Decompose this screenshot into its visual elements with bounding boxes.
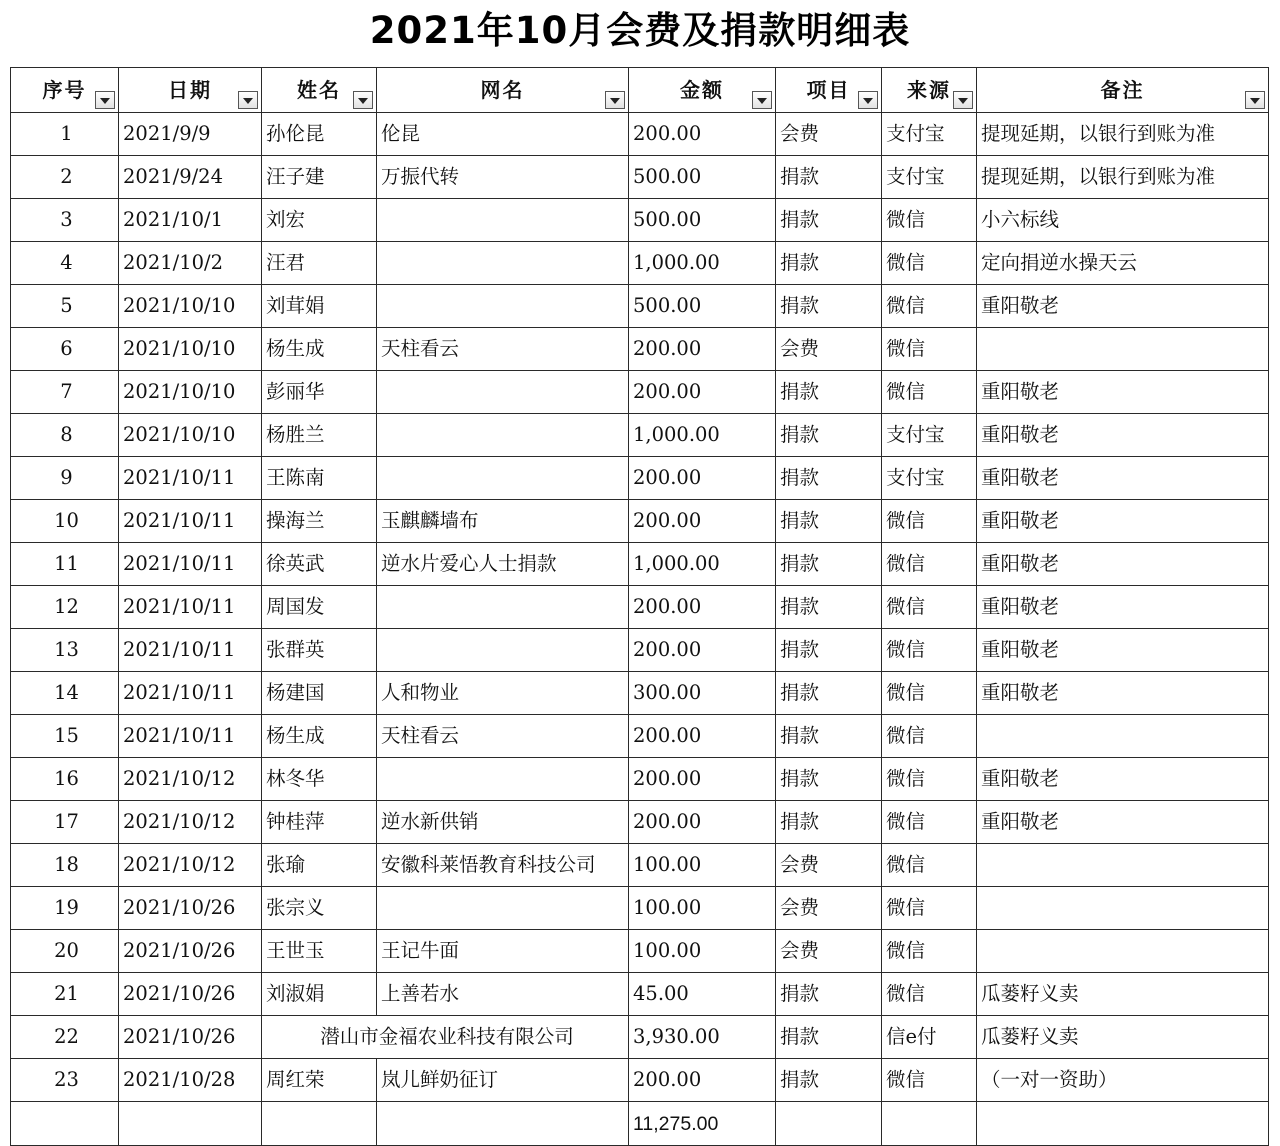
cell-amount[interactable]: 200.00 xyxy=(629,500,776,543)
cell-date[interactable]: 2021/9/9 xyxy=(119,113,262,156)
cell-date[interactable]: 2021/10/26 xyxy=(119,973,262,1016)
cell-name[interactable]: 刘淑娟 xyxy=(262,973,377,1016)
cell-index[interactable]: 6 xyxy=(11,328,119,371)
cell-amount[interactable]: 1,000.00 xyxy=(629,242,776,285)
filter-dropdown-icon[interactable] xyxy=(95,91,115,109)
cell-source[interactable]: 微信 xyxy=(882,801,977,844)
cell-amount[interactable]: 200.00 xyxy=(629,801,776,844)
cell-amount[interactable]: 100.00 xyxy=(629,844,776,887)
cell-amount[interactable]: 500.00 xyxy=(629,285,776,328)
cell-item[interactable]: 会费 xyxy=(776,844,882,887)
cell-alias[interactable]: 天柱看云 xyxy=(377,328,629,371)
cell-amount[interactable]: 1,000.00 xyxy=(629,414,776,457)
table-row xyxy=(11,414,1269,457)
cell-date[interactable]: 2021/10/11 xyxy=(119,715,262,758)
table-row xyxy=(11,586,1269,629)
cell-name[interactable]: 杨生成 xyxy=(262,328,377,371)
cell-index[interactable]: 17 xyxy=(11,801,119,844)
cell-source[interactable]: 微信 xyxy=(882,973,977,1016)
header-source: 来源 xyxy=(882,68,977,113)
cell-alias[interactable] xyxy=(377,285,629,328)
cell-source[interactable]: 微信 xyxy=(882,328,977,371)
cell-index[interactable]: 3 xyxy=(11,199,119,242)
cell-date[interactable]: 2021/10/11 xyxy=(119,586,262,629)
sheet-title: 2021年10月会费及捐款明细表 xyxy=(369,9,911,52)
cell-amount[interactable]: 100.00 xyxy=(629,887,776,930)
filter-dropdown-icon[interactable] xyxy=(605,91,625,109)
cell-amount[interactable]: 300.00 xyxy=(629,672,776,715)
cell-note[interactable]: 重阳敬老 xyxy=(977,586,1269,629)
cell-source[interactable]: 微信 xyxy=(882,1059,977,1102)
table-row xyxy=(11,844,1269,887)
cell-index[interactable]: 12 xyxy=(11,586,119,629)
cell-name[interactable]: 张宗义 xyxy=(262,887,377,930)
cell-item[interactable]: 捐款 xyxy=(776,285,882,328)
cell-note[interactable]: 小六标线 xyxy=(977,199,1269,242)
donation-table xyxy=(10,67,1269,1146)
cell-empty[interactable] xyxy=(262,1102,377,1146)
cell-note[interactable]: 重阳敬老 xyxy=(977,543,1269,586)
cell-item[interactable]: 捐款 xyxy=(776,973,882,1016)
cell-source[interactable]: 微信 xyxy=(882,629,977,672)
cell-note[interactable]: （一对一资助） xyxy=(977,1059,1269,1102)
table-row xyxy=(11,371,1269,414)
table-row xyxy=(11,629,1269,672)
cell-note[interactable] xyxy=(977,930,1269,973)
cell-name[interactable]: 王陈南 xyxy=(262,457,377,500)
cell-item[interactable]: 捐款 xyxy=(776,156,882,199)
cell-name[interactable]: 杨建国 xyxy=(262,672,377,715)
cell-date[interactable]: 2021/10/10 xyxy=(119,414,262,457)
cell-index[interactable]: 19 xyxy=(11,887,119,930)
cell-note[interactable] xyxy=(977,328,1269,371)
header-item: 项目 xyxy=(776,68,882,113)
table-row xyxy=(11,457,1269,500)
cell-date[interactable]: 2021/10/26 xyxy=(119,930,262,973)
header-alias: 网名 xyxy=(377,68,629,113)
cell-name[interactable]: 刘茸娟 xyxy=(262,285,377,328)
cell-note[interactable]: 重阳敬老 xyxy=(977,672,1269,715)
table-row xyxy=(11,1016,1269,1059)
cell-source[interactable]: 信e付 xyxy=(882,1016,977,1059)
cell-alias[interactable]: 天柱看云 xyxy=(377,715,629,758)
cell-alias[interactable] xyxy=(377,758,629,801)
cell-item[interactable]: 捐款 xyxy=(776,672,882,715)
cell-amount[interactable]: 200.00 xyxy=(629,113,776,156)
cell-date[interactable]: 2021/10/11 xyxy=(119,543,262,586)
cell-date[interactable]: 2021/10/10 xyxy=(119,371,262,414)
cell-date[interactable]: 2021/10/12 xyxy=(119,758,262,801)
cell-date[interactable]: 2021/9/24 xyxy=(119,156,262,199)
cell-amount[interactable]: 200.00 xyxy=(629,715,776,758)
cell-empty[interactable] xyxy=(377,1102,629,1146)
cell-name[interactable]: 林冬华 xyxy=(262,758,377,801)
cell-source[interactable]: 微信 xyxy=(882,887,977,930)
cell-note[interactable]: 重阳敬老 xyxy=(977,414,1269,457)
cell-amount[interactable]: 200.00 xyxy=(629,758,776,801)
table-row xyxy=(11,500,1269,543)
cell-alias[interactable] xyxy=(377,371,629,414)
cell-index[interactable]: 7 xyxy=(11,371,119,414)
header-note: 备注 xyxy=(977,68,1269,113)
cell-item[interactable]: 捐款 xyxy=(776,1059,882,1102)
cell-empty[interactable] xyxy=(882,1102,977,1146)
cell-empty[interactable] xyxy=(119,1102,262,1146)
cell-alias[interactable] xyxy=(377,629,629,672)
cell-amount[interactable]: 3,930.00 xyxy=(629,1016,776,1059)
cell-amount[interactable]: 200.00 xyxy=(629,586,776,629)
cell-note[interactable]: 提现延期，以银行到账为准 xyxy=(977,156,1269,199)
cell-source[interactable]: 微信 xyxy=(882,199,977,242)
cell-index[interactable]: 20 xyxy=(11,930,119,973)
filter-dropdown-icon[interactable] xyxy=(353,91,373,109)
cell-amount[interactable]: 200.00 xyxy=(629,1059,776,1102)
header-date: 日期 xyxy=(119,68,262,113)
total-row xyxy=(11,1102,1269,1146)
cell-index[interactable]: 5 xyxy=(11,285,119,328)
table-row xyxy=(11,156,1269,199)
cell-item[interactable]: 会费 xyxy=(776,887,882,930)
cell-index[interactable]: 13 xyxy=(11,629,119,672)
cell-date[interactable]: 2021/10/26 xyxy=(119,887,262,930)
table-row xyxy=(11,113,1269,156)
cell-source[interactable]: 支付宝 xyxy=(882,457,977,500)
table-row xyxy=(11,887,1269,930)
cell-date[interactable]: 2021/10/12 xyxy=(119,844,262,887)
cell-item[interactable]: 捐款 xyxy=(776,715,882,758)
cell-empty[interactable] xyxy=(776,1102,882,1146)
cell-note[interactable] xyxy=(977,887,1269,930)
cell-note[interactable]: 重阳敬老 xyxy=(977,801,1269,844)
cell-index[interactable]: 18 xyxy=(11,844,119,887)
cell-alias[interactable] xyxy=(377,457,629,500)
header-name: 姓名 xyxy=(262,68,377,113)
cell-index[interactable]: 21 xyxy=(11,973,119,1016)
cell-name[interactable]: 刘宏 xyxy=(262,199,377,242)
cell-date[interactable]: 2021/10/2 xyxy=(119,242,262,285)
cell-note[interactable] xyxy=(977,715,1269,758)
cell-item[interactable]: 捐款 xyxy=(776,758,882,801)
cell-name[interactable]: 王世玉 xyxy=(262,930,377,973)
cell-amount[interactable]: 45.00 xyxy=(629,973,776,1016)
cell-source[interactable]: 微信 xyxy=(882,543,977,586)
cell-alias[interactable] xyxy=(377,242,629,285)
filter-dropdown-icon[interactable] xyxy=(858,91,878,109)
cell-name[interactable]: 张瑜 xyxy=(262,844,377,887)
cell-item[interactable]: 捐款 xyxy=(776,543,882,586)
cell-source[interactable]: 微信 xyxy=(882,930,977,973)
cell-amount[interactable]: 200.00 xyxy=(629,629,776,672)
cell-alias[interactable]: 逆水片爱心人士捐款 xyxy=(377,543,629,586)
filter-dropdown-icon[interactable] xyxy=(1245,91,1265,109)
table-row xyxy=(11,1059,1269,1102)
cell-source[interactable]: 微信 xyxy=(882,758,977,801)
cell-name[interactable]: 操海兰 xyxy=(262,500,377,543)
cell-index[interactable]: 23 xyxy=(11,1059,119,1102)
cell-date[interactable]: 2021/10/28 xyxy=(119,1059,262,1102)
cell-name[interactable]: 徐英武 xyxy=(262,543,377,586)
cell-index[interactable]: 2 xyxy=(11,156,119,199)
table-row xyxy=(11,242,1269,285)
cell-source[interactable]: 微信 xyxy=(882,586,977,629)
cell-index[interactable]: 22 xyxy=(11,1016,119,1059)
cell-item[interactable]: 捐款 xyxy=(776,586,882,629)
cell-alias[interactable] xyxy=(377,887,629,930)
cell-index[interactable]: 16 xyxy=(11,758,119,801)
total-amount[interactable]: 11,275.00 xyxy=(629,1102,776,1146)
cell-date[interactable]: 2021/10/10 xyxy=(119,328,262,371)
cell-item[interactable]: 捐款 xyxy=(776,629,882,672)
cell-item[interactable]: 会费 xyxy=(776,930,882,973)
cell-index[interactable]: 4 xyxy=(11,242,119,285)
cell-date[interactable]: 2021/10/12 xyxy=(119,801,262,844)
cell-source[interactable]: 微信 xyxy=(882,285,977,328)
cell-item[interactable]: 会费 xyxy=(776,113,882,156)
cell-note[interactable]: 重阳敬老 xyxy=(977,371,1269,414)
cell-index[interactable]: 1 xyxy=(11,113,119,156)
cell-index[interactable]: 11 xyxy=(11,543,119,586)
cell-source[interactable]: 支付宝 xyxy=(882,113,977,156)
cell-name[interactable]: 张群英 xyxy=(262,629,377,672)
cell-name[interactable]: 杨生成 xyxy=(262,715,377,758)
cell-name[interactable]: 钟桂萍 xyxy=(262,801,377,844)
cell-note[interactable]: 重阳敬老 xyxy=(977,629,1269,672)
cell-source[interactable]: 支付宝 xyxy=(882,414,977,457)
table-row xyxy=(11,973,1269,1016)
cell-note[interactable]: 瓜蒌籽义卖 xyxy=(977,1016,1269,1059)
cell-item[interactable]: 捐款 xyxy=(776,414,882,457)
cell-empty[interactable] xyxy=(977,1102,1269,1146)
header-amount: 金额 xyxy=(629,68,776,113)
cell-alias[interactable] xyxy=(377,414,629,457)
cell-amount[interactable]: 200.00 xyxy=(629,328,776,371)
cell-date[interactable]: 2021/10/11 xyxy=(119,457,262,500)
cell-date[interactable]: 2021/10/11 xyxy=(119,629,262,672)
table-row xyxy=(11,801,1269,844)
cell-index[interactable]: 15 xyxy=(11,715,119,758)
cell-amount[interactable]: 1,000.00 xyxy=(629,543,776,586)
cell-amount[interactable]: 200.00 xyxy=(629,371,776,414)
cell-alias[interactable]: 上善若水 xyxy=(377,973,629,1016)
cell-alias[interactable]: 逆水新供销 xyxy=(377,801,629,844)
cell-note[interactable]: 重阳敬老 xyxy=(977,758,1269,801)
filter-dropdown-icon[interactable] xyxy=(953,91,973,109)
cell-source[interactable]: 微信 xyxy=(882,242,977,285)
cell-source[interactable]: 微信 xyxy=(882,672,977,715)
table-row xyxy=(11,328,1269,371)
table-row xyxy=(11,930,1269,973)
cell-amount[interactable]: 200.00 xyxy=(629,457,776,500)
cell-item[interactable]: 捐款 xyxy=(776,1016,882,1059)
cell-index[interactable]: 10 xyxy=(11,500,119,543)
cell-item[interactable]: 捐款 xyxy=(776,199,882,242)
filter-dropdown-icon[interactable] xyxy=(238,91,258,109)
cell-name[interactable]: 周国发 xyxy=(262,586,377,629)
cell-item[interactable]: 会费 xyxy=(776,328,882,371)
cell-note[interactable]: 定向捐逆水操天云 xyxy=(977,242,1269,285)
filter-dropdown-icon[interactable] xyxy=(752,91,772,109)
cell-note[interactable]: 重阳敬老 xyxy=(977,285,1269,328)
cell-amount[interactable]: 500.00 xyxy=(629,156,776,199)
cell-alias[interactable]: 岚儿鲜奶征订 xyxy=(377,1059,629,1102)
cell-amount[interactable]: 500.00 xyxy=(629,199,776,242)
cell-date[interactable]: 2021/10/26 xyxy=(119,1016,262,1059)
cell-note[interactable]: 重阳敬老 xyxy=(977,500,1269,543)
cell-name[interactable]: 汪子建 xyxy=(262,156,377,199)
table-row xyxy=(11,715,1269,758)
cell-name[interactable]: 汪君 xyxy=(262,242,377,285)
cell-item[interactable]: 捐款 xyxy=(776,500,882,543)
table-row xyxy=(11,758,1269,801)
cell-index[interactable]: 8 xyxy=(11,414,119,457)
cell-alias[interactable]: 伦昆 xyxy=(377,113,629,156)
cell-empty[interactable] xyxy=(11,1102,119,1146)
cell-source[interactable]: 支付宝 xyxy=(882,156,977,199)
cell-item[interactable]: 捐款 xyxy=(776,371,882,414)
cell-item[interactable]: 捐款 xyxy=(776,457,882,500)
table-row xyxy=(11,285,1269,328)
cell-source[interactable]: 微信 xyxy=(882,844,977,887)
cell-source[interactable]: 微信 xyxy=(882,500,977,543)
cell-index[interactable]: 14 xyxy=(11,672,119,715)
cell-source[interactable]: 微信 xyxy=(882,371,977,414)
cell-name[interactable]: 彭丽华 xyxy=(262,371,377,414)
cell-note[interactable] xyxy=(977,844,1269,887)
cell-alias[interactable]: 万振代转 xyxy=(377,156,629,199)
cell-amount[interactable]: 100.00 xyxy=(629,930,776,973)
cell-note[interactable]: 提现延期，以银行到账为准 xyxy=(977,113,1269,156)
cell-alias[interactable]: 人和物业 xyxy=(377,672,629,715)
header-index: 序号 xyxy=(11,68,119,113)
cell-name[interactable]: 杨胜兰 xyxy=(262,414,377,457)
cell-name-merged[interactable]: 潜山市金福农业科技有限公司 xyxy=(262,1016,629,1059)
cell-index[interactable]: 9 xyxy=(11,457,119,500)
table-row xyxy=(11,199,1269,242)
table-row xyxy=(11,543,1269,586)
header-row xyxy=(11,68,1269,113)
cell-note[interactable]: 重阳敬老 xyxy=(977,457,1269,500)
cell-date[interactable]: 2021/10/1 xyxy=(119,199,262,242)
cell-alias[interactable] xyxy=(377,586,629,629)
cell-alias[interactable]: 安徽科莱悟教育科技公司 xyxy=(377,844,629,887)
cell-date[interactable]: 2021/10/11 xyxy=(119,672,262,715)
cell-name[interactable]: 孙伦昆 xyxy=(262,113,377,156)
cell-source[interactable]: 微信 xyxy=(882,715,977,758)
cell-alias[interactable]: 玉麒麟墙布 xyxy=(377,500,629,543)
cell-item[interactable]: 捐款 xyxy=(776,242,882,285)
cell-note[interactable]: 瓜蒌籽义卖 xyxy=(977,973,1269,1016)
cell-date[interactable]: 2021/10/10 xyxy=(119,285,262,328)
cell-date[interactable]: 2021/10/11 xyxy=(119,500,262,543)
cell-name[interactable]: 周红荣 xyxy=(262,1059,377,1102)
cell-item[interactable]: 捐款 xyxy=(776,801,882,844)
cell-alias[interactable] xyxy=(377,199,629,242)
table-row xyxy=(11,672,1269,715)
cell-alias[interactable]: 王记牛面 xyxy=(377,930,629,973)
